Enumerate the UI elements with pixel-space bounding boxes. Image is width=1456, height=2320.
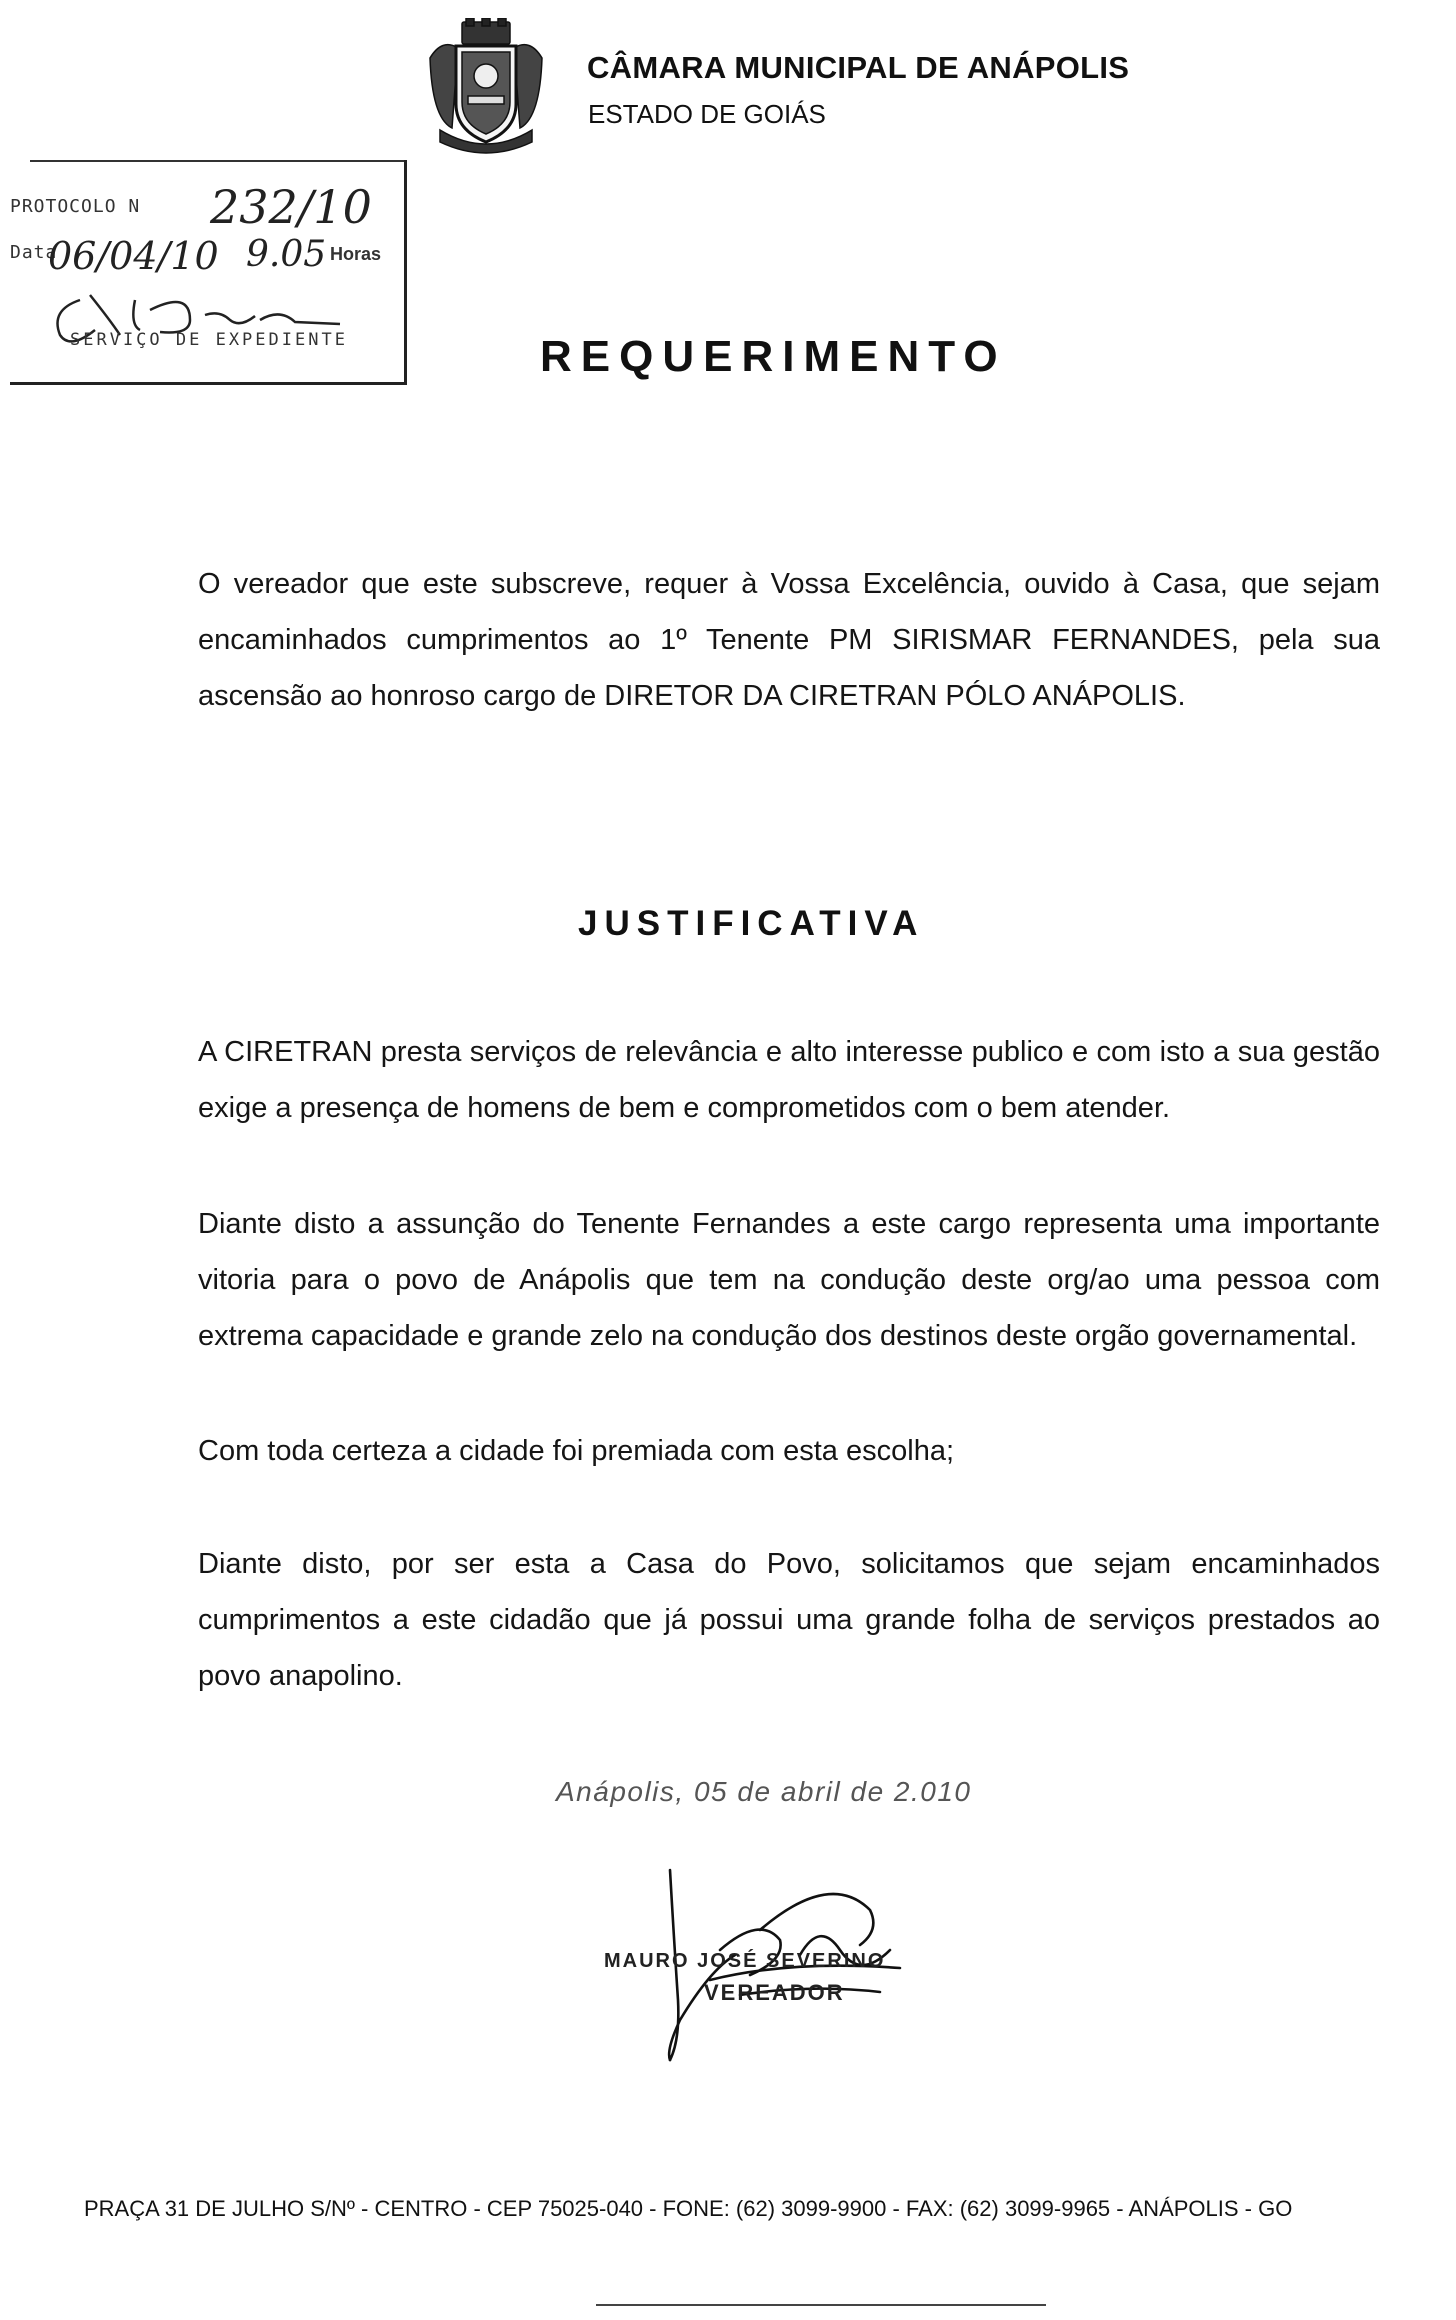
stamp-time: 9.05 — [246, 234, 327, 275]
request-paragraph: O vereador que este subscreve, requer à Vossa Excelência, ouvido à Casa, que sejam encaminhados cumprimentos ao 1º Tenente PM SIRISMAR FERNANDES, pela sua ascensão ao honroso cargo de DIRETOR DA CIRETRAN PÓLO ANÁPOLIS. — [198, 568, 1380, 712]
signatory-name: MAURO JOSÉ SEVERINO — [604, 1950, 886, 1972]
justification-paragraph-1: A CIRETRAN presta serviços de relevância e alto interesse publico e com isto a sua gestão exige a presença de homens de bem e comprometidos com o bem atender. — [198, 1036, 1380, 1124]
justification-title: JUSTIFICATIVA — [578, 904, 925, 943]
signatory-role: VEREADOR — [704, 1980, 845, 2005]
stamp-service-label: SERVIÇO DE EXPEDIENTE — [70, 330, 348, 350]
stamp-date: 06/04/10 — [48, 234, 219, 278]
footer-address: PRAÇA 31 DE JULHO S/Nº - CENTRO - CEP 75025-040 - FONE: (62) 3099-9900 - FAX: (62) 3099-9965 - ANÁPOLIS - GO — [84, 2196, 1293, 2221]
institution-title: CÂMARA MUNICIPAL DE ANÁPOLIS — [587, 50, 1130, 85]
date-line: Anápolis, 05 de abril de 2.010 — [556, 1776, 972, 1807]
stamp-date-label: Data — [10, 242, 58, 263]
stamp-hours-label: Horas — [330, 244, 382, 264]
handwritten-signature — [570, 1860, 990, 2090]
footer-divider — [596, 2304, 1046, 2306]
justification-paragraph-2: Diante disto a assunção do Tenente Fernandes a este cargo representa uma importante vitoria para o povo de Anápolis que tem na condução deste org/ao uma pessoa com extrema capacidade e grande zelo na condução dos destinos deste orgão governamental. — [198, 1208, 1380, 1352]
justification-paragraph-3: Com toda certeza a cidade foi premiada com esta escolha; — [198, 1435, 955, 1467]
document-title: REQUERIMENTO — [540, 332, 1007, 381]
stamp-protocol-number: 232/10 — [210, 180, 372, 234]
coat-of-arms-icon — [422, 18, 550, 156]
closing-paragraph: Diante disto, por ser esta a Casa do Povo, solicitamos que sejam encaminhados cumprimentos a este cidadão que já possui uma grande folha de serviços prestados ao povo anapolino. — [198, 1548, 1380, 1692]
stamp-protocol-label: PROTOCOLO N — [10, 196, 141, 217]
institution-subtitle: ESTADO DE GOIÁS — [588, 99, 826, 129]
